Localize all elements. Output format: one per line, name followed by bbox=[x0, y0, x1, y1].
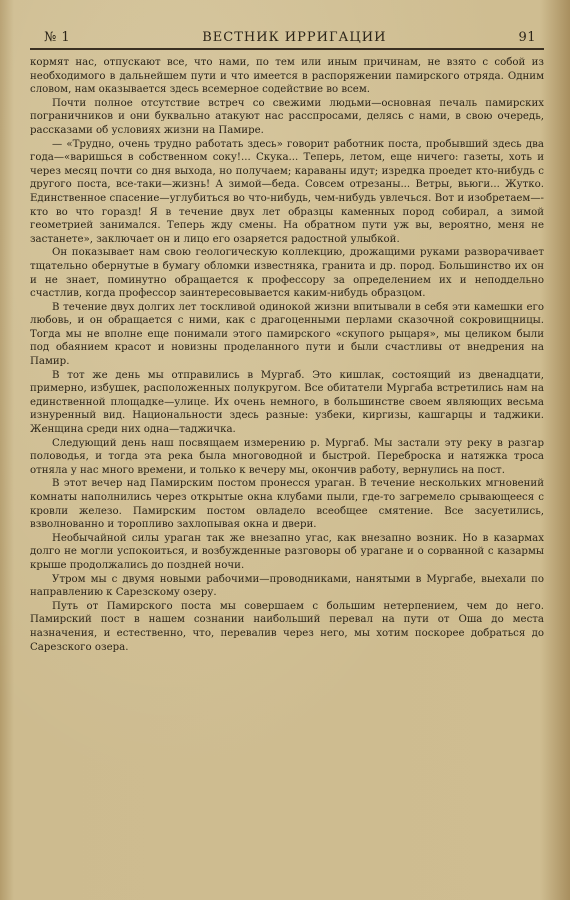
paragraph-6: В тот же день мы отправились в Мургаб. Это кишлак, состоящий из двенадцати, примерно, избушек, расположенных полукругом. Все обитатели Мургаба встретились нам на единственной площадке—улице. Их очень немного, в большинстве своем являющих весьма изнуренный вид. Национальности здесь разные: узбеки, киргизы, кашгарцы и таджики. Женщина среди них одна—таджичка. bbox=[30, 369, 544, 436]
paragraph-10: Утром мы с двумя новыми рабочими—проводниками, нанятыми в Мургабе, выехали по направлению к Сарезскому озеру. bbox=[30, 573, 544, 599]
paragraph-5: В течение двух долгих лет тоскливой одинокой жизни впитывали в себя эти камешки его любовь, и он обращается с ними, как с драгоценными перлами сказочной сокровищницы. Тогда мы не вполне еще понимали этого памирского «скупого рыцаря», мы целиком были под обаянием красот и новизны проделанного пути и были счастливы от внедрения на Памир. bbox=[30, 301, 544, 368]
paragraph-8: В этот вечер над Памирским постом пронесся ураган. В течение нескольких мгновений комнаты наполнились через открытые окна клубами пыли, где-то загремело срывающееся с кровли железо. Памирским постом овладело всеобщее смятение. Все засуетились, взволнованно и торопливо захлопывая окна и двери. bbox=[30, 478, 544, 531]
paragraph-3: — «Трудно, очень трудно работать здесь» говорит работник поста, пробывший здесь два года—«варишься в собственном соку!... Скука... Теперь, летом, еще ничего: газеты, хоть и через месяц почти со дня выхода, но получаем; караваны идут; изредка проедет кто-нибудь с другого поста, все-таки—жизнь! А зимой—беда. Совсем отрезаны... Ветры, вьюги... Жутко. Единственное спасение—углубиться во что-нибудь, чем-нибудь увлечься. Вот и изобретаем—-кто во что горазд! Я в течение двух лет образцы каменных пород собирал, а зимой геометрией занимался. Теперь жду смены. На обратном пути уж вы, вероятно, меня не застанете», заключает он и лицо его озаряется радостной улыбкой. bbox=[30, 138, 544, 245]
journal-title: ВЕСТНИК ИРРИГАЦИИ bbox=[202, 30, 387, 45]
page-number: 91 bbox=[518, 30, 536, 45]
article-body bbox=[30, 56, 544, 654]
paragraph-1: кормят нас, отпускают все, что нами, по тем или иным причинам, не взято с собой из необходимого в дальнейшем пути и что имеется в распоряжении памирского отряда. Одним словом, нам оказывается здесь всемерное содействие во всем. bbox=[30, 57, 544, 96]
paragraph-7: Следующий день наш посвящаем измерению р. Мургаб. Мы застали эту реку в разгар половодья, и тогда эта река была многоводной и быстрой. Переброска и натяжка троса отняла у нас много времени, и только к вечеру мы, окончив работу, вернулись на пост. bbox=[30, 437, 544, 476]
paragraph-4: Он показывает нам свою геологическую коллекцию, дрожащими руками разворачивает тщательно обернутые в бумагу обломки известняка, гранита и др. пород. Большинство их он и не знает, поминутно обращается к профессору за определением их и неподдельно счастлив, когда профессор заинтересовывается каким-нибудь образцом. bbox=[30, 247, 544, 300]
issue-number: № 1 bbox=[44, 30, 71, 45]
paragraph-2: Почти полное отсутствие встреч со свежими людьми—основная печаль памирских пограничников и они буквально атакуют нас расспросами, делясь с нами, в свою очередь, рассказами об условиях жизни на Памире. bbox=[30, 97, 544, 136]
paragraph-11: Путь от Памирского поста мы совершаем с большим нетерпением, чем до него. Памирский пост в нашем сознании наибольший перевал на пути от Оша до места назначения, и естественно, что, перевалив через него, мы хотим поскорее добраться до Сарезского озера. bbox=[30, 600, 544, 653]
paragraph-9: Необычайной силы ураган так же внезапно угас, как внезапно возник. Но в казармах долго не могли успокоиться, и возбужденные разговоры об урагане и о сорванной с казармы крыше продолжались до поздней ночи. bbox=[30, 532, 544, 571]
running-header bbox=[30, 30, 544, 50]
